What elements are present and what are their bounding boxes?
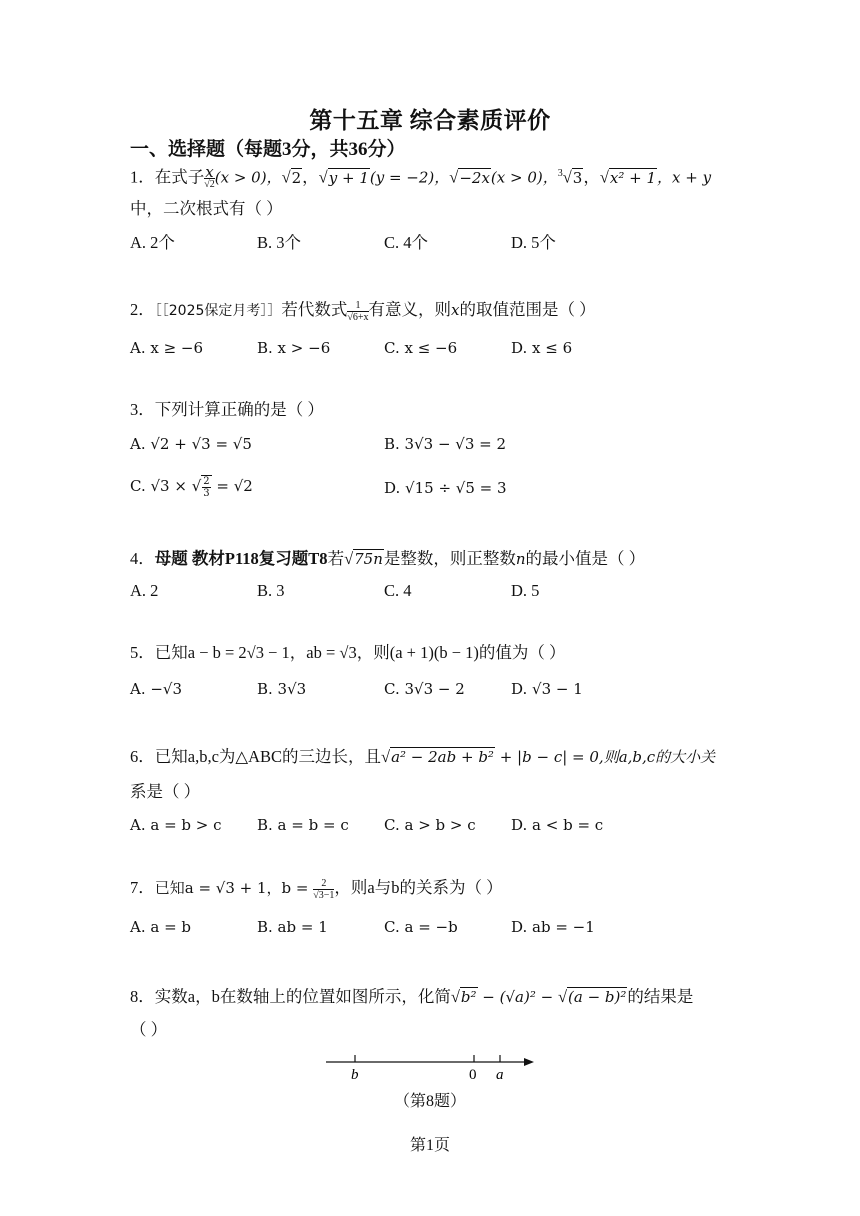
question-4-stem: 4．母题 教材P118复习题T8若√75n是整数，则正整数n的最小值是（ ） [130,549,646,568]
label-a: a [496,1067,504,1083]
q7-option-c: C. a = −b [384,918,458,936]
question-3-stem: 3．下列计算正确的是（ ） [130,400,324,419]
q6-option-b: B. a = b = c [257,816,349,834]
q7-option-a: A. a = b [130,918,192,936]
figure-caption: （第8题） [393,1093,466,1110]
question-7-stem: 7．已知a = √3 + 1，b = $\frac{2}{√3-1}$ ，则a与b的关系为（ ） [130,877,503,901]
q5-option-d: D. √3 − 1 [511,680,583,698]
question-6-stem-cont: 系是（ ） [130,782,201,801]
q6-option-d: D. a < b = c [511,816,604,834]
q3-option-c: C. √3 × √ $\frac{2}{3}$ = √2 [130,475,253,499]
question-6-stem: 6．已知a,b,c为△ABC的三边长，且√a² − 2ab + b² + |b − c| = 0,则a,b,c的大小关 [130,747,716,766]
q4-option-a: A. 2 [130,581,159,600]
q2-option-c: C. x ≤ −6 [384,339,458,357]
q2-option-a: A. x ≥ −6 [130,339,204,357]
number-line-figure [320,1050,540,1086]
q7-option-d: D. ab = −1 [511,918,595,936]
q4-option-b: B. 3 [257,581,285,600]
question-5-stem: 5．已知a − b = 2√3 − 1，ab = √3，则(a + 1)(b − 1)的值为（ ） [130,643,566,662]
fraction: $\frac{1}{√6+x}$ [347,299,369,323]
q7-option-b: B. ab = 1 [257,918,328,936]
page-title: 第十五章 综合素质评价 [309,108,551,133]
source-tag: 母题 教材P118复习题T8 [154,549,328,568]
source-tag: ［［2025保定月考］］ [154,303,282,319]
q2-option-d: D. x ≤ 6 [511,339,573,357]
q4-option-c: C. 4 [384,581,412,600]
q3-option-b: B. 3√3 − √3 = 2 [384,435,507,453]
label-b: b [351,1067,359,1083]
q1-option-b: B. 3个 [257,233,302,252]
fraction: $\frac{2}{√3-1}$ [313,877,335,901]
label-zero: 0 [469,1067,477,1083]
question-8-stem-cont: （ ） [130,1020,168,1039]
q6-option-c: C. a > b > c [384,816,476,834]
question-2-stem: 2．［［2025保定月考］］若代数式 $\frac{1}{√6+x}$ 有意义，则x的取值范围是（ ） [130,299,596,323]
q5-option-b: B. 3√3 [257,680,307,698]
question-1-stem-cont: 中，二次根式有（ ） [130,199,283,218]
fraction: $\frac{x}{√2}$ [204,163,215,191]
q3-option-a: A. √2 + √3 = √5 [130,435,252,453]
question-8-stem: 8．实数a，b在数轴上的位置如图所示，化简√b² − (√a)² − √(a − b)²的结果是 [130,987,694,1006]
question-1-stem: 1．在式子 $\frac{x}{√2}$ (x > 0)，√2，√y + 1(y = −2)，√−2x(x > 0)，$^3$√3，√x² + 1，x + y [130,163,712,191]
q5-option-c: C. 3√3 − 2 [384,680,465,698]
q6-option-a: A. a = b > c [130,816,222,834]
section-heading: 一、选择题（每题3分，共36分） [130,139,406,160]
q1-option-d: D. 5个 [511,233,556,252]
page-number: 第1页 [409,1137,450,1154]
q1-option-a: A. 2个 [130,233,175,252]
q1-option-c: C. 4个 [384,233,429,252]
q3-option-d: D. √15 ÷ √5 = 3 [384,479,507,497]
q4-option-d: D. 5 [511,581,540,600]
q5-option-a: A. −√3 [130,680,183,698]
arrow-head-icon [524,1058,534,1066]
q2-option-b: B. x > −6 [257,339,331,357]
